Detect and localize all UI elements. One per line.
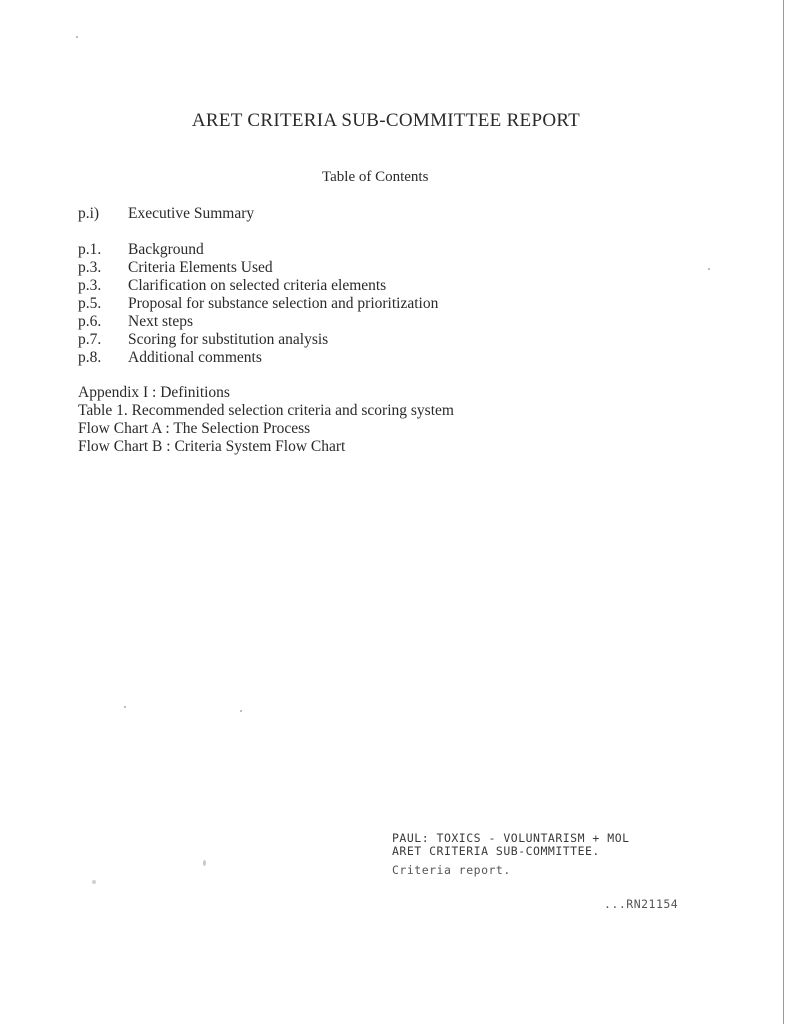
appendix-entry: Flow Chart A : The Selection Process: [78, 420, 311, 437]
scan-speck: [124, 706, 126, 708]
toc-entry-label: Next steps: [128, 313, 194, 330]
toc-entry-label: Clarification on selected criteria elements: [128, 277, 387, 294]
toc-entry: [78, 313, 193, 331]
toc-entry: [78, 331, 328, 349]
toc-entry: [78, 349, 262, 367]
toc-entry: [78, 241, 204, 259]
toc-page-number: p.3.: [78, 259, 102, 276]
toc-entry-label: Criteria Elements Used: [128, 259, 273, 276]
toc-entry-label: Additional comments: [128, 349, 262, 366]
scan-speck: [76, 36, 78, 38]
appendix-entry: Appendix I : Definitions: [78, 384, 230, 401]
toc-entry: [78, 205, 254, 223]
toc-entry-label: Executive Summary: [128, 205, 255, 222]
toc-page-number: p.8.: [78, 349, 102, 366]
toc-page-number: p.6.: [78, 313, 102, 330]
scan-speck: [92, 880, 96, 884]
scan-speck: [240, 710, 242, 712]
toc-entry-label: Scoring for substitution analysis: [128, 331, 329, 348]
scan-speck: [708, 268, 710, 270]
appendix-entry: Flow Chart B : Criteria System Flow Chart: [78, 438, 346, 455]
scan-speck: [203, 860, 206, 866]
toc-page-number: p.3.: [78, 277, 102, 294]
stamp-line: PAUL: TOXICS - VOLUNTARISM + MOL: [392, 831, 630, 845]
toc-entry-label: Background: [128, 241, 204, 258]
toc-entry: [78, 259, 273, 277]
stamp-line: ARET CRITERIA SUB-COMMITTEE.: [392, 844, 600, 858]
toc-page-number: p.1.: [78, 241, 102, 258]
toc-entry: [78, 295, 438, 313]
reference-number: ...RN21154: [604, 897, 679, 911]
toc-page-number: p.5.: [78, 295, 102, 312]
toc-entry: [78, 277, 386, 295]
toc-page-number: p.7.: [78, 331, 102, 348]
scan-edge-line: [783, 0, 784, 1024]
stamp-line: Criteria report.: [392, 863, 511, 877]
appendix-entry: Table 1. Recommended selection criteria and scoring system: [78, 402, 454, 419]
file-stamp: [392, 832, 630, 877]
document-title: ARET CRITERIA SUB-COMMITTEE REPORT: [191, 110, 581, 131]
toc-heading: Table of Contents: [322, 169, 429, 185]
toc-entry-label: Proposal for substance selection and prioritization: [128, 295, 439, 312]
toc-page-number: p.i): [78, 205, 100, 222]
